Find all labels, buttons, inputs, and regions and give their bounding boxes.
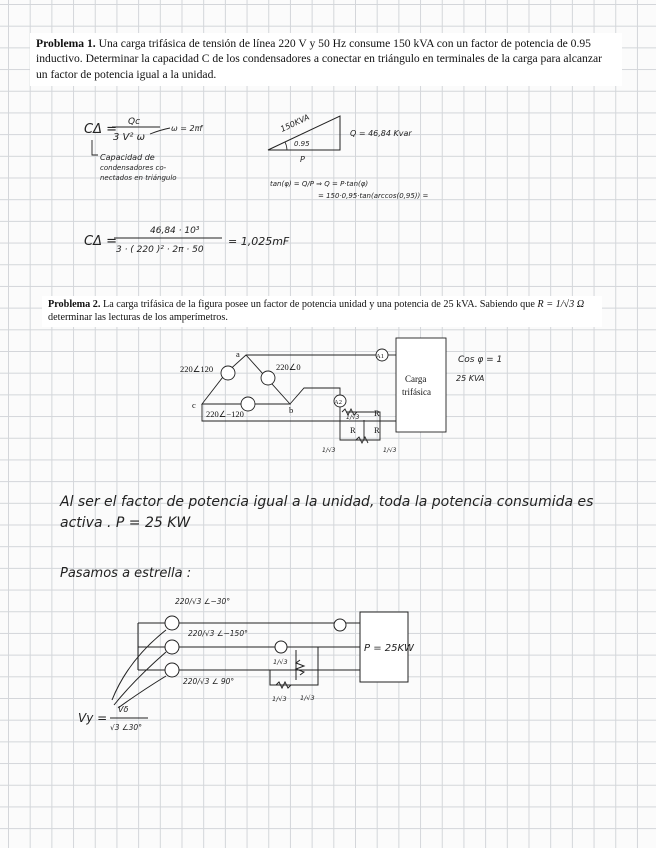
load-label-line2: trifásica — [402, 387, 431, 397]
node-b-label: b — [289, 405, 294, 415]
ammeter1-label: A1 — [376, 353, 384, 360]
problem2-text-b: determinar las lecturas de los amperímetros. — [48, 312, 228, 324]
problem2-text-a: La carga trifásica de la figura posee un factor de potencia unidad y una potencia de 25 kVA. Sabiendo que — [103, 299, 535, 310]
note-cos-phi: Cos φ = 1 — [458, 355, 503, 365]
star-r3-label: 1/√3 — [300, 694, 315, 702]
star-r2-label: 1/√3 — [272, 695, 287, 703]
source-a-label: 220∠0 — [276, 362, 301, 372]
problem2-formula: R = 1/√3 Ω — [537, 299, 585, 310]
star-r1-label: 1/√3 — [273, 658, 288, 666]
capacidad-line1: Capacidad de — [100, 153, 155, 162]
triangle-s: 150KVA — [279, 112, 311, 134]
v2-label: 220/√3 ∠−150° — [188, 629, 248, 638]
vy-numerator: Vδ — [118, 705, 129, 714]
star-load-label: P = 25KW — [364, 643, 414, 654]
star-resistor-zigzag — [296, 650, 304, 680]
r-value-3: 1/√3 — [383, 447, 397, 454]
omega-note: ω = 2πf — [171, 124, 203, 133]
ammeter2-label: A2 — [334, 399, 342, 406]
problem1-heading: Problema 1. — [36, 37, 96, 50]
source-ab-label: 220∠120 — [180, 364, 214, 374]
problem2-heading: Problema 2. — [48, 299, 101, 310]
result-denominator: 3 · ( 220 )² · 2π · 50 — [116, 245, 204, 255]
triangle-q: Q = 46,84 Kvar — [350, 129, 412, 138]
capacidad-line2: condensadores co- — [100, 164, 167, 172]
load-label-line1: Carga — [405, 374, 427, 384]
source-c-label: 220∠−120 — [206, 409, 244, 419]
vy-denominator: √3 ∠30° — [110, 723, 142, 732]
sentence-line2: activa . P = 25 KW — [60, 515, 191, 531]
r-value-2: 1/√3 — [322, 447, 336, 454]
star-source-3 — [165, 663, 179, 677]
ca-numerator: Qc — [128, 117, 141, 127]
vy-arrow-2 — [114, 652, 166, 705]
capacidad-line3: nectados en triángulo — [100, 174, 177, 182]
resistor-label-2: R — [350, 425, 356, 435]
node-c-label: c — [192, 400, 196, 410]
star-conversion-heading: Pasamos a estrella : — [60, 566, 192, 581]
result-value: = 1,025mF — [228, 235, 290, 248]
sentence-line1: Al ser el factor de potencia igual a la unidad, toda la potencia consumida es — [60, 494, 594, 510]
problem1-text: Una carga trifásica de tensión de línea 220 V y 50 Hz consume 150 kVA con un factor de potencia de 0.95 inductivo. Determinar la capacidad C de los condensadores a conectar en triángulo en terminales de la carga para alcanzar un factor de potencia igual a la unidad. — [36, 37, 603, 81]
resistor-label-3: R — [374, 425, 380, 435]
tan-line2: = 150·0,95·tan(arccos(0,95)) = — [318, 192, 429, 200]
vy-arrow-1 — [112, 630, 166, 700]
node-a-label: a — [236, 349, 240, 359]
r-value-1: 1/√3 — [346, 414, 360, 421]
star-source-1 — [165, 616, 179, 630]
v1-label: 220/√3 ∠−30° — [175, 597, 231, 606]
star-ammeter-1 — [334, 619, 346, 631]
star-ammeter-2 — [275, 641, 287, 653]
tan-line1: tan(φ) = Q/P ⇒ Q = P·tan(φ) — [270, 180, 369, 188]
note-kva: 25 KVA — [456, 374, 485, 383]
star-resistor-loop — [270, 647, 318, 685]
triangle-angle: 0.95 — [294, 140, 310, 148]
v3-label: 220/√3 ∠ 90° — [183, 677, 235, 686]
vy-lhs: Vy = — [78, 711, 108, 725]
ca-denominator: 3 V² ω — [113, 132, 145, 143]
triangle-p: P — [300, 155, 305, 164]
resistor-label-1: R — [374, 408, 380, 418]
ca-symbol: CΔ = — [84, 122, 117, 137]
result-lhs: CΔ = — [84, 234, 117, 249]
result-numerator: 46,84 · 10³ — [150, 226, 200, 236]
star-source-2 — [165, 640, 179, 654]
